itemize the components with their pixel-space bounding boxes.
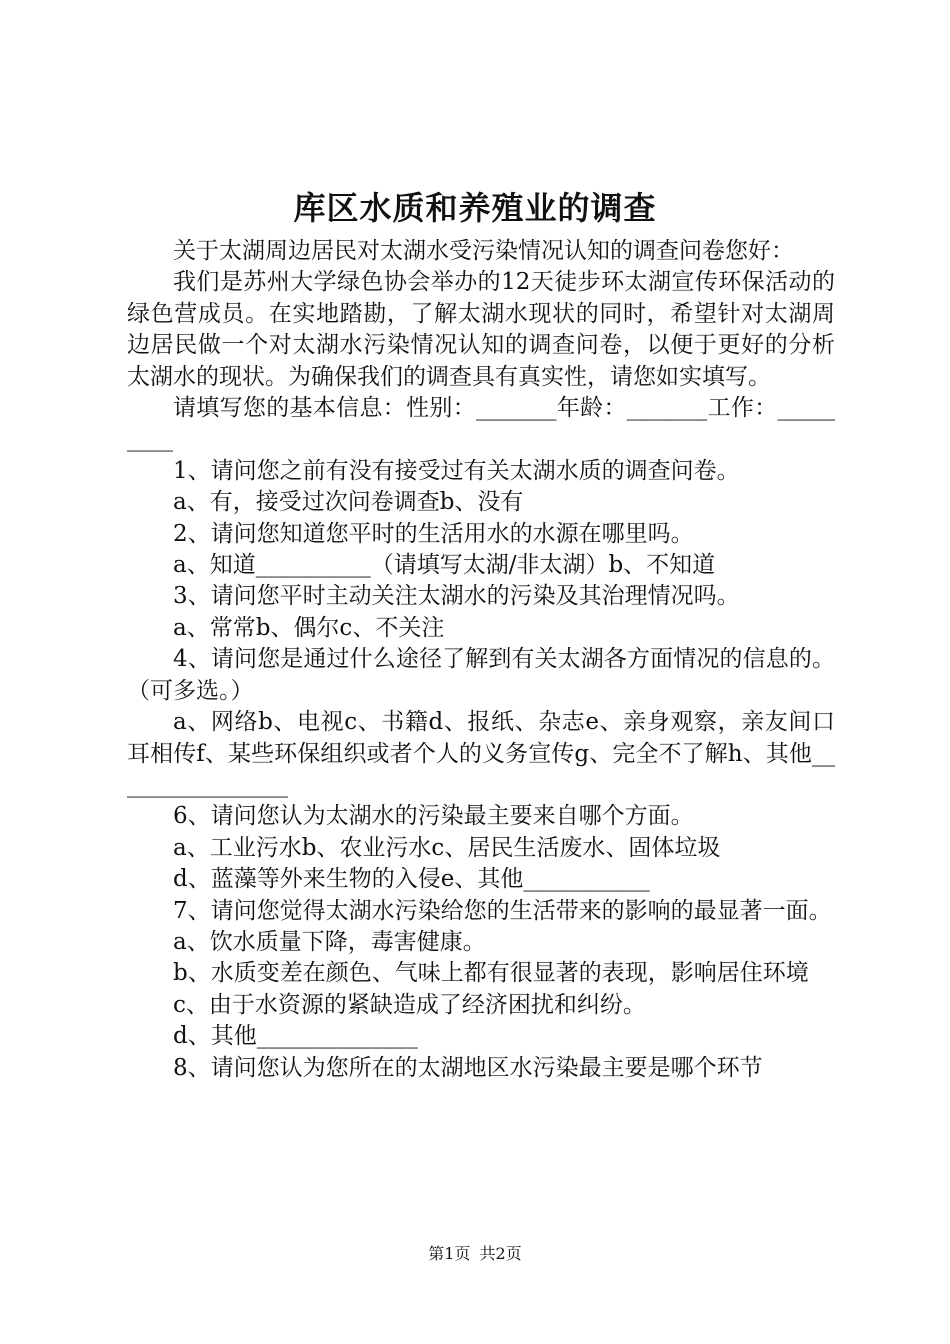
question: 8、请问您认为您所在的太湖地区水污染最主要是哪个环节	[173, 1054, 763, 1081]
answer-option: a、饮水质量下降，毒害健康。	[173, 928, 486, 955]
answer-options: d、蓝藻等外来生物的入侵e、其他___________	[173, 866, 650, 893]
document-title: 库区水质和养殖业的调查	[293, 189, 657, 227]
question: 4、请问您是通过什么途径了解到有关太湖各方面情况的信息的。（可多选。）	[127, 646, 835, 704]
page-footer	[0, 1242, 950, 1266]
question: 2、请问您知道您平时的生活用水的水源在哪里吗。	[173, 520, 694, 547]
answer-options: a、工业污水b、农业污水c、居民生活废水、固体垃圾	[173, 834, 721, 861]
answer-options: a、有，接受过次问卷调查b、没有	[173, 489, 524, 516]
answer-option: d、其他______________	[173, 1023, 418, 1050]
answer-options: a、常常b、偶尔c、不关注	[173, 614, 445, 641]
paragraph: 我们是苏州大学绿色协会举办的12天徒步环太湖宣传环保活动的绿色营成员。在实地踏勘，了解太湖水现状的同时，希望针对太湖周边居民做一个对太湖水污染情况认知的调查问卷，以便于更好的分析太湖水的现状。为确保我们的调查具有真实性，请您如实填写。	[127, 269, 835, 390]
page-number: 第1页	[428, 1244, 471, 1263]
question: 7、请问您觉得太湖水污染给您的生活带来的影响的最显著一面。	[173, 897, 832, 924]
document-body	[127, 236, 835, 1084]
answer-option: b、水质变差在颜色、气味上都有很显著的表现，影响居住环境	[173, 960, 809, 987]
paragraph: 请填写您的基本信息：性别：_______年龄：_______工作：_________	[127, 395, 835, 453]
answer-options: a、知道__________（请填写太湖/非太湖）b、不知道	[173, 552, 716, 579]
question: 1、请问您之前有没有接受过有关太湖水质的调查问卷。	[173, 457, 740, 484]
paragraph: 关于太湖周边居民对太湖水受污染情况认知的调查问卷您好：	[173, 238, 794, 264]
page-total: 共2页	[479, 1244, 522, 1263]
answer-options: a、网络b、电视c、书籍d、报纸、杂志e、亲身观察，亲友间口耳相传f、某些环保组织或者个人的义务宣传g、完全不了解h、其他________________	[127, 709, 835, 798]
question: 6、请问您认为太湖水的污染最主要来自哪个方面。	[173, 803, 694, 830]
answer-option: c、由于水资源的紧缺造成了经济困扰和纠纷。	[173, 991, 646, 1018]
question: 3、请问您平时主动关注太湖水的污染及其治理情况吗。	[173, 583, 740, 610]
